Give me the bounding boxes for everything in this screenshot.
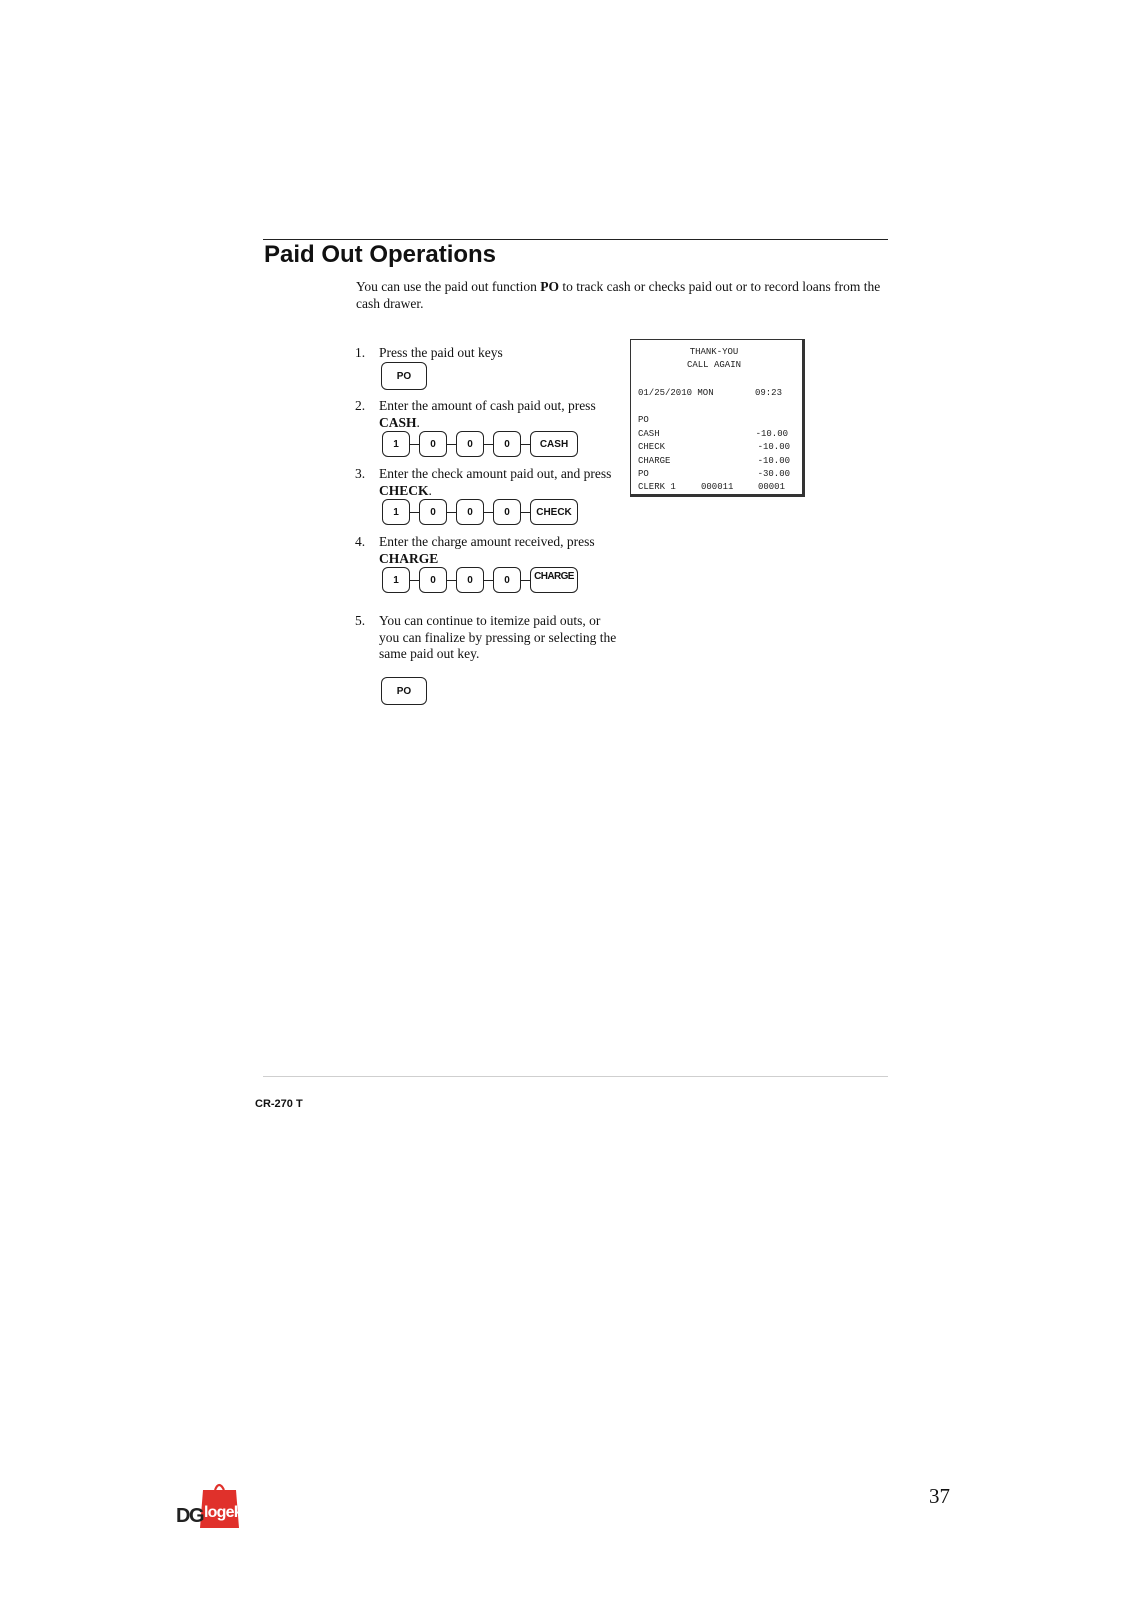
key-connector xyxy=(410,444,419,445)
digit-key-1: 1 xyxy=(382,431,410,457)
step-text xyxy=(379,534,619,567)
step-key-name: CHECK xyxy=(379,482,429,498)
header-rule xyxy=(263,239,888,240)
check-key: CHECK xyxy=(530,499,578,525)
digit-key-0: 0 xyxy=(456,499,484,525)
step-text xyxy=(379,398,619,431)
receipt-row-label: CHECK xyxy=(638,442,666,452)
receipt-header-line: CALL AGAIN xyxy=(686,360,741,370)
po-key: PO xyxy=(381,362,427,390)
step-text xyxy=(379,345,619,362)
charge-key: CHARGE xyxy=(530,567,578,593)
key-connector xyxy=(447,512,456,513)
receipt-sample xyxy=(630,339,805,497)
key-connector xyxy=(484,444,493,445)
receipt-row-value: -10.00 xyxy=(757,442,790,452)
step-text-body: Enter the charge amount received, press xyxy=(379,534,595,549)
step-text-end: . xyxy=(428,482,432,498)
step-number: 5. xyxy=(355,613,366,628)
digit-key-0: 0 xyxy=(456,431,484,457)
logo-text-logek: logek xyxy=(204,1504,240,1521)
step-number: 1. xyxy=(355,345,366,360)
key-connector xyxy=(521,580,530,581)
receipt-row-check xyxy=(638,442,790,454)
footer-rule xyxy=(263,1076,888,1077)
page-title: Paid Out Operations xyxy=(264,241,497,268)
shopping-bag-logo-icon xyxy=(176,1480,240,1530)
step-text-end: . xyxy=(416,414,420,430)
po-key: PO xyxy=(381,677,427,705)
receipt-title: PO xyxy=(638,415,649,425)
key-connector xyxy=(410,512,419,513)
logo-text-dg: DG xyxy=(176,1505,203,1527)
key-connector xyxy=(521,444,530,445)
digit-key-0: 0 xyxy=(419,431,447,457)
receipt-row-cash xyxy=(638,429,790,441)
receipt-row-value: -10.00 xyxy=(757,456,790,466)
model-label: CR-270 T xyxy=(255,1098,303,1110)
receipt-row-label: PO xyxy=(638,469,649,479)
step-text-body: You can continue to itemize paid outs, or you can finalize by pressing or selecting the same paid out key. xyxy=(379,613,617,661)
digit-key-0: 0 xyxy=(493,431,521,457)
receipt-date: 01/25/2010 MON xyxy=(638,388,714,398)
step-key-name: CHARGE xyxy=(379,550,439,566)
receipt-row-label: CASH xyxy=(638,429,660,439)
receipt-date-line xyxy=(638,388,790,400)
digit-key-0: 0 xyxy=(419,499,447,525)
key-connector xyxy=(521,512,530,513)
intro-text-end: to track cash or checks paid out or to record loans from the cash drawer. xyxy=(356,279,881,311)
receipt-header-line: THANK-YOU xyxy=(689,347,739,357)
receipt-consecutive-number: 00001 xyxy=(757,482,785,492)
step-text xyxy=(379,613,619,663)
key-connector xyxy=(484,580,493,581)
receipt-row-label: CHARGE xyxy=(638,456,671,466)
digit-key-1: 1 xyxy=(382,567,410,593)
digit-key-0: 0 xyxy=(493,567,521,593)
receipt-row-po xyxy=(638,469,790,481)
receipt-row-value: -10.00 xyxy=(755,429,788,439)
digit-key-0: 0 xyxy=(493,499,521,525)
step-text-body: Enter the check amount paid out, and press xyxy=(379,466,612,481)
receipt-clerk-line xyxy=(638,482,790,494)
digit-key-0: 0 xyxy=(456,567,484,593)
dglogek-logo xyxy=(176,1480,240,1530)
step-number: 3. xyxy=(355,466,366,481)
key-connector xyxy=(447,444,456,445)
digit-key-1: 1 xyxy=(382,499,410,525)
receipt-row-value: -30.00 xyxy=(757,469,790,479)
receipt-time: 09:23 xyxy=(754,388,782,398)
step-text-body: Press the paid out keys xyxy=(379,345,503,360)
intro-text-start: You can use the paid out function xyxy=(356,279,541,294)
receipt-row-charge xyxy=(638,456,790,468)
cash-key: CASH xyxy=(530,431,578,457)
digit-key-0: 0 xyxy=(419,567,447,593)
intro-key: PO xyxy=(540,279,559,294)
step-number: 4. xyxy=(355,534,366,549)
step-key-name: CASH xyxy=(379,414,417,430)
intro-paragraph xyxy=(356,279,888,312)
key-connector xyxy=(410,580,419,581)
key-connector xyxy=(447,580,456,581)
step-number: 2. xyxy=(355,398,366,413)
receipt-clerk: CLERK 1 xyxy=(638,482,676,492)
receipt-transaction-number: 000011 xyxy=(701,482,734,492)
step-text xyxy=(379,466,619,499)
key-connector xyxy=(484,512,493,513)
step-text-body: Enter the amount of cash paid out, press xyxy=(379,398,596,413)
page-number: 37 xyxy=(929,1484,950,1508)
